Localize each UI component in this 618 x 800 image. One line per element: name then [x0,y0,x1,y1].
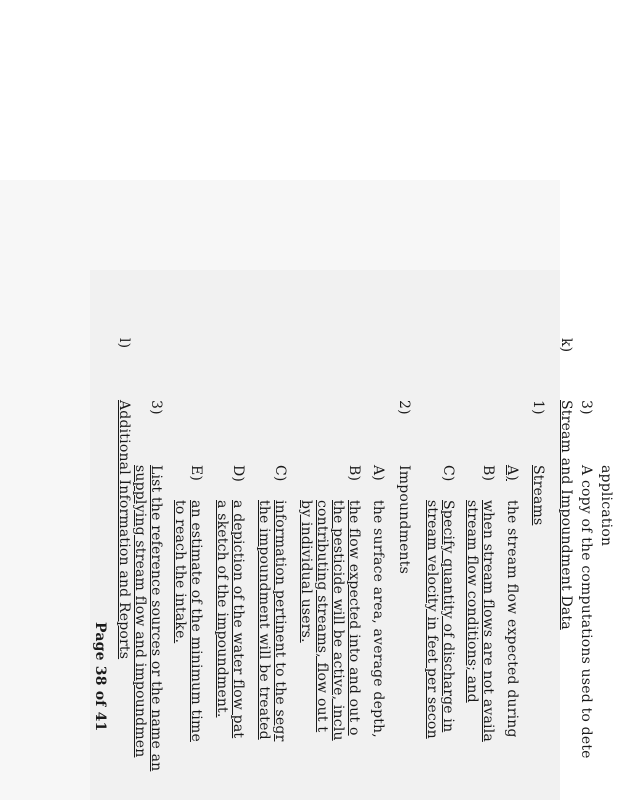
streams-number: 1) [530,400,546,415]
stream-c-line-2: stream velocity in feet per secon [424,500,440,739]
impound-b-number: B) [346,465,362,482]
impound-e-number: E) [188,465,204,482]
item-3-number: 3) [578,400,594,415]
streams-label: Streams [530,465,546,526]
page-number: Page 38 of 41 [92,622,108,732]
impound-c-line-2: the impoundment will be treated [256,500,272,740]
stream-a-number: A) [504,465,520,481]
item-3b-line-2: supplying stream flow and impoundmen [132,465,148,758]
item-3b-line-1: List the reference sources or the name an [148,465,164,772]
impound-b-line-3: contributing streams, flow out t [314,500,330,733]
section-k-number: k) [558,338,574,353]
impoundments-number: 2) [396,400,412,415]
impound-b-line-4: by individual users. [298,500,314,643]
stream-b-line-2: stream flow conditions; and [464,500,480,703]
section-l-number: l) [116,338,132,349]
stream-b-line-1: when stream flows are not availa [480,500,496,742]
section-k-title: Stream and Impoundment Data [558,400,574,630]
impound-d-line-1: a depiction of the water flow pat [230,500,246,739]
continuation-text: application [598,465,614,547]
section-l-title: Additional Information and Reports [116,400,132,660]
impound-b-line-1: the flow expected into and out o [346,500,362,736]
impound-e-line-1: an estimate of the minimum time [188,500,204,742]
stream-b-number: B) [480,465,496,482]
stream-c-line-1: Specify quantity of discharge in [440,500,456,733]
stream-c-number: C) [440,465,456,482]
item-3-text-bound: A copy of the computations used to dete [578,465,594,759]
impound-e-line-2: to reach the intake. [172,500,188,644]
impound-a-text: the surface area, average depth, [370,500,386,738]
impound-a-number: A) [370,465,386,481]
stream-a-text: the stream flow expected during [504,500,520,738]
impound-d-line-2: a sketch of the impoundment. [214,500,230,718]
item-3b-number: 3) [148,400,164,415]
impound-d-number: D) [230,465,246,483]
impound-c-line-1: information pertinent to the segr [272,500,288,742]
impound-b-line-2: the pesticide will be active, inclu [330,500,346,741]
impoundments-label: Impoundments [396,465,412,574]
impound-c-number: C) [272,465,288,482]
